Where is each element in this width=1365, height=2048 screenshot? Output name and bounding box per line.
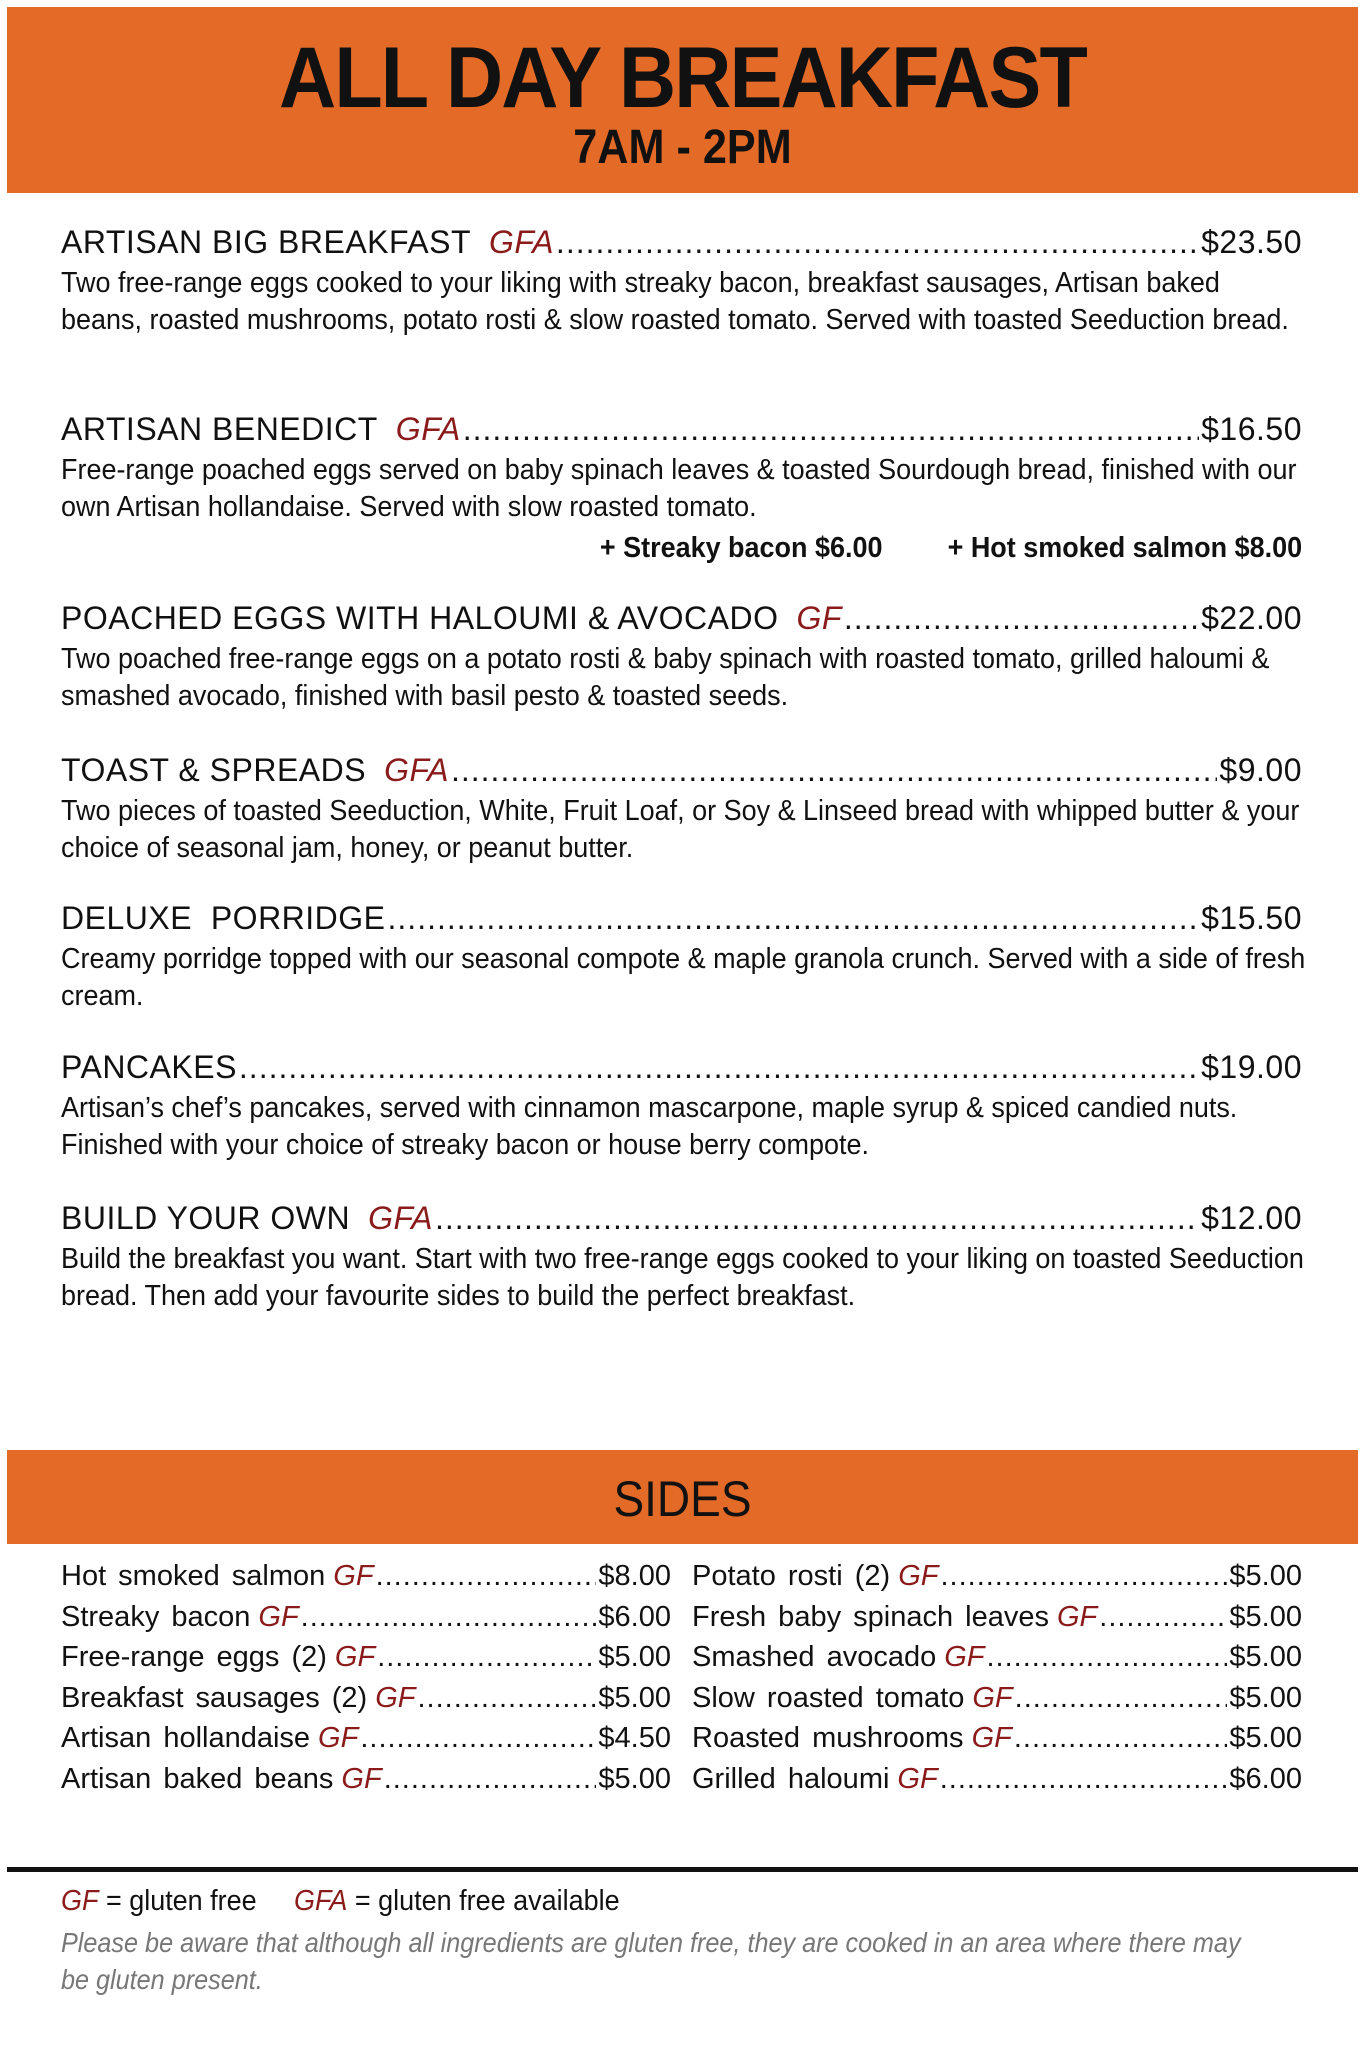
divider <box>7 1867 1358 1872</box>
menu-item-description: Build the breakfast you want. Start with two free-range eggs cooked to your liking on toasted Seeduction bread. Then add your favourite sides to build the perfect breakfast. <box>61 1243 1304 1312</box>
sides-left-column <box>61 1556 671 1799</box>
dot-leader <box>1015 1678 1228 1719</box>
dot-leader <box>384 1759 597 1800</box>
menu-item-name: ARTISAN BIG BREAKFAST <box>61 224 472 260</box>
side-name: Roasted mushrooms <box>692 1722 964 1754</box>
side-item <box>692 1556 1302 1597</box>
menu-item-description: Two poached free-range eggs on a potato rosti & baby spinach with roasted tomato, grilled haloumi & smashed avocado, finished with basil pesto & toasted seeds. <box>61 643 1270 712</box>
menu-item-header <box>61 752 1302 789</box>
side-name: Artisan baked beans <box>61 1762 334 1795</box>
menu-item-description: Two pieces of toasted Seeduction, White, Fruit Loaf, or Soy & Linseed bread with whipped butter & your choice of seasonal jam, honey, or peanut butter. <box>61 795 1300 864</box>
menu-item-price: $16.50 <box>1201 411 1302 447</box>
gfa-text: = gluten free available <box>354 1885 620 1917</box>
sides-title: SIDES <box>613 1471 752 1527</box>
side-price: $5.00 <box>1229 1722 1302 1754</box>
dot-leader <box>940 1556 1227 1597</box>
side-item <box>61 1759 671 1800</box>
menu-item-header <box>61 600 1302 637</box>
serving-hours: 7AM - 2PM <box>573 121 792 174</box>
menu-item-price: $9.00 <box>1219 752 1302 788</box>
dot-leader <box>239 1049 1199 1086</box>
side-item <box>61 1597 671 1638</box>
menu-item <box>61 600 1302 715</box>
dietary-tag: GF <box>333 1560 374 1592</box>
side-price: $5.00 <box>1229 1560 1302 1592</box>
dot-leader <box>556 224 1199 261</box>
dot-leader <box>463 411 1199 448</box>
menu-item-price: $23.50 <box>1201 224 1302 260</box>
page-title: ALL DAY BREAKFAST <box>279 30 1086 126</box>
dietary-tag: GF <box>258 1600 299 1633</box>
side-item <box>61 1637 671 1678</box>
gfa-key: GFA <box>293 1885 348 1917</box>
dietary-tag: GF <box>1056 1600 1098 1633</box>
sides-right-column <box>692 1556 1302 1799</box>
menu-item-description: Creamy porridge topped with our seasonal compote & maple granola crunch. Served with a side of fresh cream. <box>61 943 1306 1012</box>
menu-item-name: PANCAKES <box>61 1049 237 1085</box>
dot-leader <box>987 1637 1228 1678</box>
menu-item-name: BUILD YOUR OWN <box>61 1200 351 1236</box>
legend <box>61 1885 620 1918</box>
dot-leader <box>435 1200 1199 1237</box>
gluten-disclaimer: Please be aware that although all ingredients are gluten free, they are cooked in an area where there may be gluten present. <box>61 1927 1241 1995</box>
extra-bacon: + Streaky bacon $6.00 <box>599 532 883 564</box>
menu-item-price: $19.00 <box>1201 1049 1302 1085</box>
menu-item-name: DELUXE PORRIDGE <box>61 900 386 936</box>
side-item <box>692 1678 1302 1719</box>
dot-leader <box>376 1556 597 1597</box>
menu-item <box>61 411 1302 526</box>
side-name: Slow roasted tomato <box>692 1681 965 1714</box>
side-item <box>61 1556 671 1597</box>
header-banner <box>7 7 1358 193</box>
dietary-tag: GF <box>796 600 842 636</box>
dietary-tag: GF <box>334 1641 376 1673</box>
side-name: Smashed avocado <box>692 1641 937 1673</box>
side-item <box>692 1637 1302 1678</box>
dot-leader <box>1099 1597 1227 1638</box>
dietary-tag: GFA <box>384 752 449 788</box>
dot-leader <box>844 600 1199 637</box>
menu-item-name: ARTISAN BENEDICT <box>61 411 378 447</box>
side-price: $5.00 <box>1229 1641 1302 1673</box>
dot-leader <box>377 1637 596 1678</box>
dietary-tag: GF <box>897 1762 938 1795</box>
gf-text: = gluten free <box>105 1885 257 1917</box>
menu-item <box>61 752 1302 867</box>
dot-leader <box>301 1597 597 1638</box>
dot-leader <box>360 1718 596 1759</box>
dietary-tag: GFA <box>395 411 461 447</box>
side-item <box>61 1678 671 1719</box>
menu-item-header <box>61 1049 1302 1086</box>
side-price: $5.00 <box>1229 1600 1302 1633</box>
menu-item <box>61 1049 1302 1164</box>
side-name: Hot smoked salmon <box>61 1560 326 1592</box>
side-name: Streaky bacon <box>61 1600 251 1633</box>
side-item <box>692 1597 1302 1638</box>
dietary-tag: GF <box>375 1681 416 1714</box>
dot-leader <box>1014 1718 1228 1759</box>
dietary-tag: GFA <box>489 224 554 260</box>
dot-leader <box>451 752 1217 789</box>
side-name: Potato rosti (2) <box>692 1560 891 1592</box>
dietary-tag: GFA <box>368 1200 434 1236</box>
menu-item-price: $15.50 <box>1201 900 1302 936</box>
side-price: $4.50 <box>598 1722 671 1754</box>
dot-leader <box>388 900 1200 937</box>
menu-item-description: Artisan’s chef’s pancakes, served with cinnamon mascarpone, maple syrup & spiced candied nuts. Finished with your choice of streaky bacon or house berry compote. <box>61 1092 1238 1161</box>
menu-item-header <box>61 224 1302 261</box>
menu-item <box>61 900 1306 1015</box>
side-name: Breakfast sausages (2) <box>61 1681 368 1714</box>
menu-item-name: POACHED EGGS WITH HALOUMI & AVOCADO <box>61 600 779 636</box>
menu-item-name: TOAST & SPREADS <box>61 752 367 788</box>
extra-salmon: + Hot smoked salmon $8.00 <box>947 532 1302 564</box>
dietary-tag: GF <box>971 1722 1012 1754</box>
side-price: $5.00 <box>1229 1681 1302 1714</box>
side-price: $6.00 <box>598 1600 671 1633</box>
menu-item-description: Two free-range eggs cooked to your liking with streaky bacon, breakfast sausages, Artisan baked beans, roasted mushrooms, potato rosti & slow roasted tomato. Served with toasted Seeduction bread. <box>61 267 1289 336</box>
menu-item-price: $12.00 <box>1201 1200 1302 1236</box>
dot-leader <box>940 1759 1228 1800</box>
side-name: Fresh baby spinach leaves <box>692 1600 1049 1633</box>
sides-banner <box>7 1450 1358 1544</box>
dietary-tag: GF <box>318 1722 359 1754</box>
dietary-tag: GF <box>944 1641 985 1673</box>
benedict-extras <box>600 532 1302 565</box>
side-name: Artisan hollandaise <box>61 1722 311 1754</box>
menu-item <box>61 1200 1302 1315</box>
menu-item-header <box>61 1200 1302 1237</box>
menu-item-header <box>61 411 1302 448</box>
side-name: Free-range eggs (2) <box>61 1641 327 1673</box>
side-item <box>692 1718 1302 1759</box>
dot-leader <box>417 1678 596 1719</box>
side-price: $6.00 <box>1229 1762 1302 1795</box>
dietary-tag: GF <box>898 1560 939 1592</box>
menu-item-header <box>61 900 1302 937</box>
menu-item-description: Free-range poached eggs served on baby spinach leaves & toasted Sourdough bread, finished with our own Artisan hollandaise. Served with slow roasted tomato. <box>61 454 1297 523</box>
side-price: $8.00 <box>598 1560 671 1592</box>
menu-item-price: $22.00 <box>1201 600 1302 636</box>
side-price: $5.00 <box>598 1641 671 1673</box>
menu-item <box>61 224 1302 339</box>
dietary-tag: GF <box>341 1762 382 1795</box>
side-item <box>61 1718 671 1759</box>
gf-key: GF <box>61 1885 99 1917</box>
side-item <box>692 1759 1302 1800</box>
side-price: $5.00 <box>598 1681 671 1714</box>
dietary-tag: GF <box>972 1681 1013 1714</box>
side-name: Grilled haloumi <box>692 1762 890 1795</box>
side-price: $5.00 <box>598 1762 671 1795</box>
